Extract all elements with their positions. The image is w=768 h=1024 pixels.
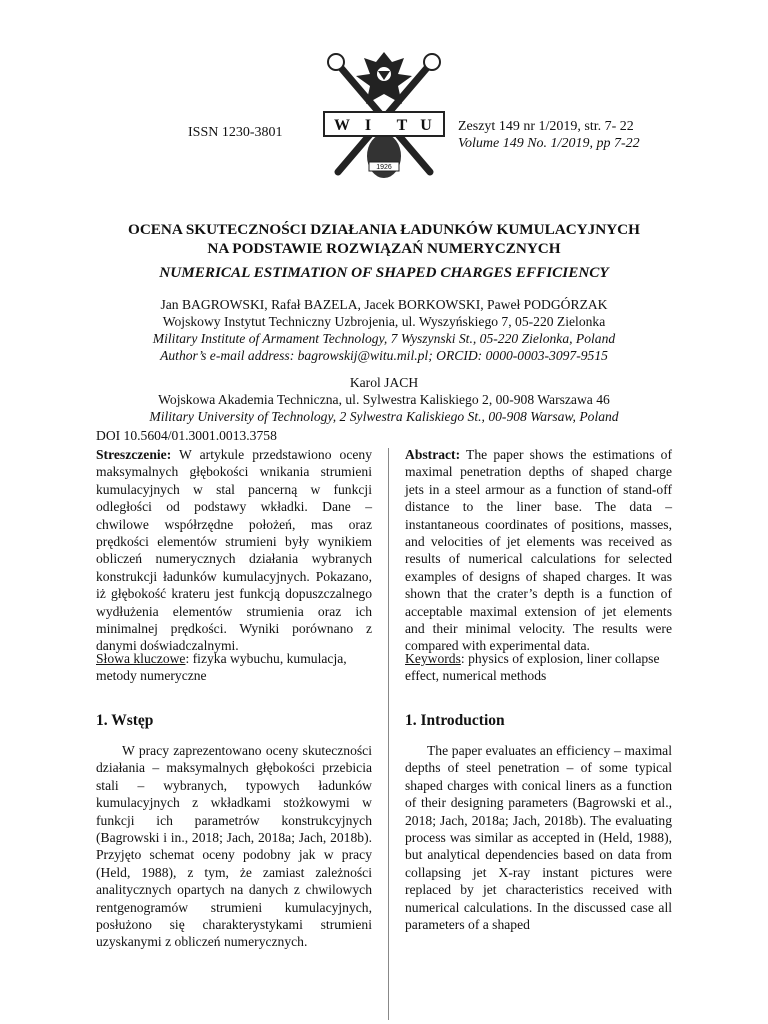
title-pl-line1: OCENA SKUTECZNOŚCI DZIAŁANIA ŁADUNKÓW KUMULACYJNYCH [128, 221, 640, 238]
logo-letter-i: I [364, 117, 372, 134]
keywords-pl-label: Słowa kluczowe [96, 651, 186, 666]
volume-info [458, 118, 640, 152]
title-english: NUMERICAL ESTIMATION OF SHAPED CHARGES EFFICIENCY [159, 264, 609, 281]
logo-letter-t: T [396, 117, 408, 134]
title-polish [60, 220, 708, 258]
logo-letter-w: W [334, 117, 350, 134]
affiliation-en: Military Institute of Armament Technology, 7 Wyszynski St., 05-220 Zielonka, Poland [152, 331, 616, 346]
abstract-en-text: The paper shows the estimations of maximal penetration depths of shaped charge jets in a steel armour as a function of stand-off distance to the liner base. The data – instantaneous coordinates of positions, masses, and velocities of jet elements was received as results of numerical calculations for selected examples of designs of shaped charges. It was shown that the crater’s depth is a function of acceptable maximal extension of jet elements and their minimal velocity. The results were compared with experimental data. [405, 447, 672, 654]
abstract-english [405, 446, 672, 655]
volume-en: Volume 149 No. 1/2019, pp 7-22 [458, 136, 640, 151]
section-heading-pl: 1. Wstęp [96, 712, 154, 729]
logo-year: 1926 [376, 164, 392, 171]
keywords-pl-text: : fizyka wybuchu, kumulacja, metody numeryczne [96, 651, 347, 684]
title-pl-line2: NA PODSTAWIE ROZWIĄZAŃ NUMERYCZNYCH [207, 240, 561, 257]
keywords-en-label: Keywords [405, 651, 461, 666]
institute-logo [318, 44, 450, 188]
author-email: Author’s e-mail address: bagrowskij@witu.mil.pl; ORCID: 0000-0003-3097-9515 [160, 348, 608, 363]
keywords-polish [96, 650, 372, 685]
affiliation2-en: Military University of Technology, 2 Sylwestra Kaliskiego St., 00-908 Warsaw, Poland [149, 409, 619, 424]
keywords-en-text: : physics of explosion, liner collapse effect, numerical methods [405, 651, 660, 684]
author2-name: Karol JACH [349, 375, 419, 390]
affiliation2-pl: Wojskowa Akademia Techniczna, ul. Sylwestra Kaliskiego 2, 00-908 Warszawa 46 [158, 392, 610, 407]
authors-block [60, 296, 708, 364]
second-author-block [60, 374, 708, 425]
author-names: Jan BAGROWSKI, Rafał BAZELA, Jacek BORKOWSKI, Paweł PODGÓRZAK [160, 297, 608, 312]
abstract-pl-label: Streszczenie: [96, 447, 172, 462]
affiliation-pl: Wojskowy Instytut Techniczny Uzbrojenia, ul. Wyszyńskiego 7, 05-220 Zielonka [162, 314, 606, 329]
abstract-pl-text: W artykule przedstawiono oceny maksymalnych głębokości wnikania strumieni kumulacyjnych w stal pancerną w funkcji odległości od podstawy wkładki. Dane – chwilowe współrzędne położeń, mas oraz prędkości elementów strumieni były wynikiem obliczeń numerycznych działania wybranych konstrukcji ładunków kumulacyjnych. Pokazano, iż głębokość krateru jest funkcją dopuszczalnego wydłużenia elementów strumienia oraz ich minimalnej prędkości. Wyniki porównano z danymi doświadczalnymi. [96, 447, 372, 654]
abstract-en-label: Abstract: [405, 447, 461, 462]
logo-letter-u: U [420, 117, 432, 134]
keywords-english [405, 650, 672, 685]
section-body-pl: W pracy zaprezentowano oceny skuteczności działania – maksymalnych głębokości przebicia stali – wybranych, typowych ładunków kumulacyjnych z wkładkami stożkowymi w funkcji ich parametrów konstrukcyjnych (Bagrowski i in., 2018; Jach, 2018a; Jach, 2018b). Przyjęto schemat oceny podobny jak w pracy (Held, 1988), z tym, że zamiast zależności analitycznych opartych na danych z chwilowych rentgenogramów strumieni kumulacyjnych, posłużono się charakterystykami strumieni uzyskanymi z obliczeń numerycznych. [96, 743, 372, 950]
issn-number: ISSN 1230-3801 [188, 125, 283, 140]
section-heading-en: 1. Introduction [405, 712, 505, 729]
volume-pl: Zeszyt 149 nr 1/2019, str. 7- 22 [458, 119, 634, 134]
abstract-polish [96, 446, 372, 655]
column-divider [388, 448, 389, 1020]
doi: DOI 10.5604/01.3001.0013.3758 [96, 428, 277, 443]
section-body-en: The paper evaluates an efficiency – maximal depths of steel penetration – of some typical shaped charges with conical liners as a function of their designing parameters (Bagrowski et al., 2018; Jach, 2018a; Jach, 2018b). The evaluating process was similar as accepted in (Held, 1988), but analytical dependencies based on data from collapsing jet X-ray instant pictures were replaced by jet characteristics received with numerical calculations. In the discussed case all parameters of a shaped [405, 743, 672, 933]
